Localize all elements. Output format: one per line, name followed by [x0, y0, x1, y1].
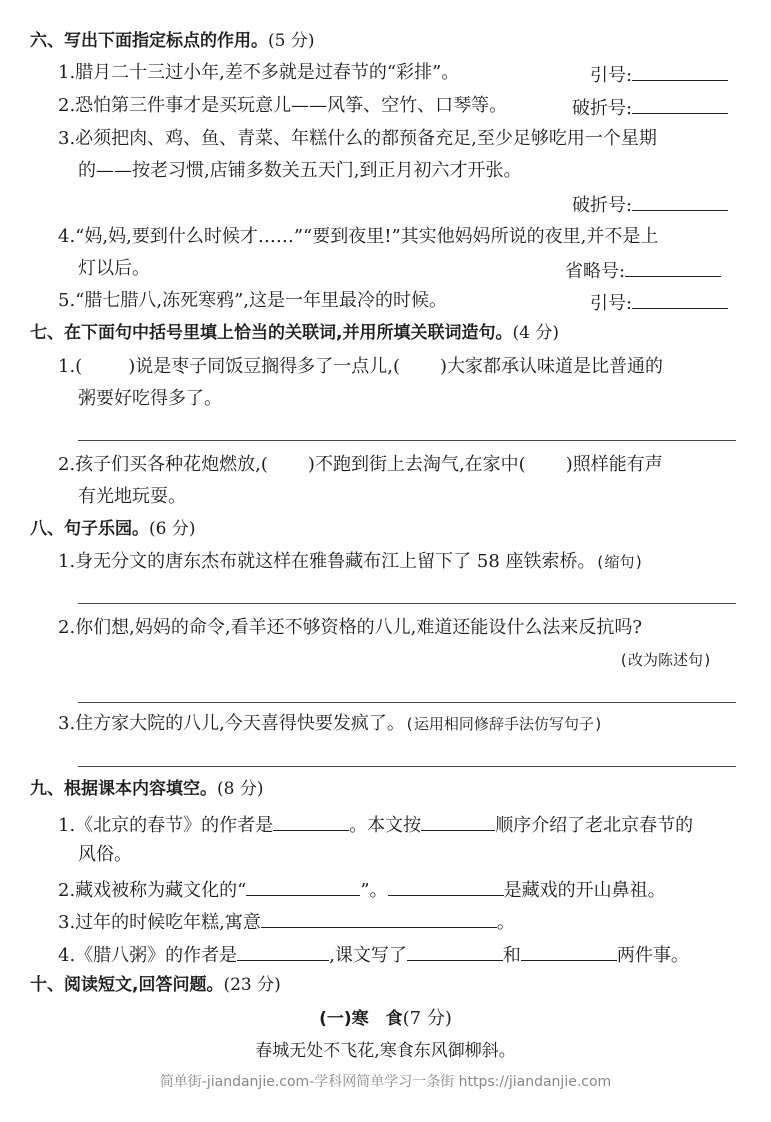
s9-q3-part-b: 。 — [496, 912, 515, 933]
s9-q2-blank-2[interactable] — [388, 875, 504, 896]
s8-q3-note: (运用相同修辞手法仿写句子) — [404, 715, 603, 733]
passage-1-points: (7 分) — [402, 1008, 452, 1029]
passage-1-poem-line: 春城无处不飞花,寒食东风御柳斜。 — [255, 1041, 516, 1061]
s8-q2-note: (改为陈述句) — [619, 651, 713, 669]
s7-q1-line1 — [58, 354, 663, 380]
s7-q2-line1 — [58, 452, 663, 478]
s8-q2-answer-line[interactable] — [78, 702, 736, 703]
s9-q2-part-b: ”。 — [360, 880, 388, 901]
s6-q4-blank[interactable] — [625, 256, 721, 277]
s6-q1-label: 引号: — [590, 65, 633, 86]
s9-q1-blank-order[interactable] — [421, 810, 495, 831]
s9-q1-part-c: 顺序介绍了老北京春节的 — [495, 815, 694, 836]
s9-q4-part-c: 和 — [502, 945, 521, 966]
s8-q3-answer-line[interactable] — [78, 766, 736, 767]
s6-q3-answer — [572, 190, 728, 219]
s6-q4-line1: 4.“妈,妈,要到什么时候才……”“要到夜里!”其实他妈妈所说的夜里,并不是上 — [58, 226, 659, 247]
section-7-heading — [30, 320, 559, 346]
s8-q1-note: (缩句) — [595, 553, 644, 571]
s9-q4-part-d: 两件事。 — [616, 945, 689, 966]
s8-q2-text: 2.你们想,妈妈的命令,看羊还不够资格的八儿,难道还能设什么法来反抗吗? — [58, 617, 642, 638]
section-7-title: 七、在下面句中括号里填上恰当的关联词,并用所填关联词造句。 — [30, 323, 513, 343]
section-6-title: 六、写出下面指定标点的作用。 — [30, 31, 268, 51]
passage-1-title: (一)寒 食 — [319, 1009, 403, 1029]
s9-q1-part-b: 。本文按 — [349, 815, 422, 836]
s6-q5-text: 5.“腊七腊八,冻死寒鸦”,这是一年里最冷的时候。 — [58, 290, 448, 311]
s9-q4-blank-event-1[interactable] — [407, 940, 503, 961]
s6-q1-answer — [590, 60, 728, 89]
s6-q5-label: 引号: — [590, 293, 633, 314]
s7-q2-part-a: 2.孩子们买各种花炮燃放,( — [58, 454, 268, 475]
s6-q3-label: 破折号: — [572, 195, 633, 216]
s9-q3-part-a: 3.过年的时候吃年糕,寓意 — [58, 912, 261, 933]
s7-q1-answer-line[interactable] — [78, 440, 736, 441]
s9-q2-part-c: 是藏戏的开山鼻祖。 — [503, 880, 666, 901]
section-6-points: (5 分) — [268, 31, 315, 51]
section-8-heading — [30, 516, 195, 542]
section-10-heading — [30, 972, 281, 998]
s9-q4-part-a: 4.《腊八粥》的作者是 — [58, 945, 238, 966]
watermark-footer: 简单街-jiandanjie.com-学科网简单学习一条街 https://jiandanjie.com — [159, 1074, 612, 1090]
section-8-title: 八、句子乐园。 — [30, 519, 149, 539]
s8-q1-answer-line[interactable] — [78, 603, 736, 604]
s7-q2-line2: 有光地玩耍。 — [78, 486, 186, 507]
s9-q2-blank-1[interactable] — [246, 875, 360, 896]
s8-q3-text: 3.住方家大院的八儿,今天喜得快要发疯了。 — [58, 713, 405, 734]
s7-q1-line2: 粥要好吃得多了。 — [78, 388, 222, 409]
section-6-heading — [30, 28, 314, 54]
s9-q1-line2: 风俗。 — [78, 844, 132, 865]
s6-q4-answer — [565, 256, 721, 285]
s9-q3-line — [58, 907, 515, 936]
s7-q2-part-b: )不跑到街上去淘气,在家中( — [307, 454, 526, 475]
s6-q2-label: 破折号: — [572, 98, 633, 119]
s9-q4-blank-author[interactable] — [237, 940, 329, 961]
section-10-title: 十、阅读短文,回答问题。 — [30, 975, 224, 995]
s6-q3-line1: 3.必须把肉、鸡、鱼、青菜、年糕什么的都预备充足,至少足够吃用一个星期 — [58, 128, 657, 149]
s6-q5-answer — [590, 288, 728, 317]
s9-q3-blank[interactable] — [261, 907, 497, 928]
s7-q2-part-c: )照样能有声 — [565, 454, 663, 475]
section-8-points: (6 分) — [149, 519, 196, 539]
s9-q1-part-a: 1.《北京的春节》的作者是 — [58, 815, 274, 836]
s6-q4-line2: 灯以后。 — [78, 258, 150, 279]
s7-q1-part-a: 1.( — [58, 356, 83, 377]
s6-q5-blank[interactable] — [632, 288, 728, 309]
section-7-points: (4 分) — [512, 323, 559, 343]
s8-q1-line — [58, 549, 644, 575]
s6-q3-blank[interactable] — [632, 190, 728, 211]
s9-q4-part-b: ,课文写了 — [329, 945, 407, 966]
s6-q2-blank[interactable] — [632, 93, 728, 114]
s8-q3-line — [58, 711, 603, 737]
section-9-points: (8 分) — [217, 779, 264, 799]
s9-q2-line — [58, 875, 666, 904]
section-9-heading — [30, 776, 263, 802]
s8-q1-text: 1.身无分文的唐东杰布就这样在雅鲁藏布江上留下了 58 座铁索桥。 — [58, 551, 596, 572]
s6-q4-label: 省略号: — [565, 261, 626, 282]
passage-1-heading — [0, 1006, 771, 1032]
section-9-title: 九、根据课本内容填空。 — [30, 779, 217, 799]
s7-q1-part-b: )说是枣子同饭豆搁得多了一点儿,( — [128, 356, 400, 377]
s9-q1-blank-author[interactable] — [273, 810, 349, 831]
s9-q4-line — [58, 940, 689, 969]
s9-q1-line1 — [58, 810, 693, 839]
s6-q1-text: 1.腊月二十三过小年,差不多就是过春节的“彩排”。 — [58, 62, 460, 83]
s6-q2-answer — [572, 93, 728, 122]
section-10-points: (23 分) — [223, 975, 281, 995]
s6-q3-line2: 的——按老习惯,店铺多数关五天门,到正月初六才开张。 — [78, 160, 522, 181]
s9-q4-blank-event-2[interactable] — [521, 940, 617, 961]
s7-q1-part-c: )大家都承认味道是比普通的 — [439, 356, 663, 377]
s6-q1-blank[interactable] — [632, 60, 728, 81]
s6-q2-text: 2.恐怕第三件事才是买玩意儿——风筝、空竹、口琴等。 — [58, 95, 508, 116]
s9-q2-part-a: 2.藏戏被称为藏文化的“ — [58, 880, 247, 901]
